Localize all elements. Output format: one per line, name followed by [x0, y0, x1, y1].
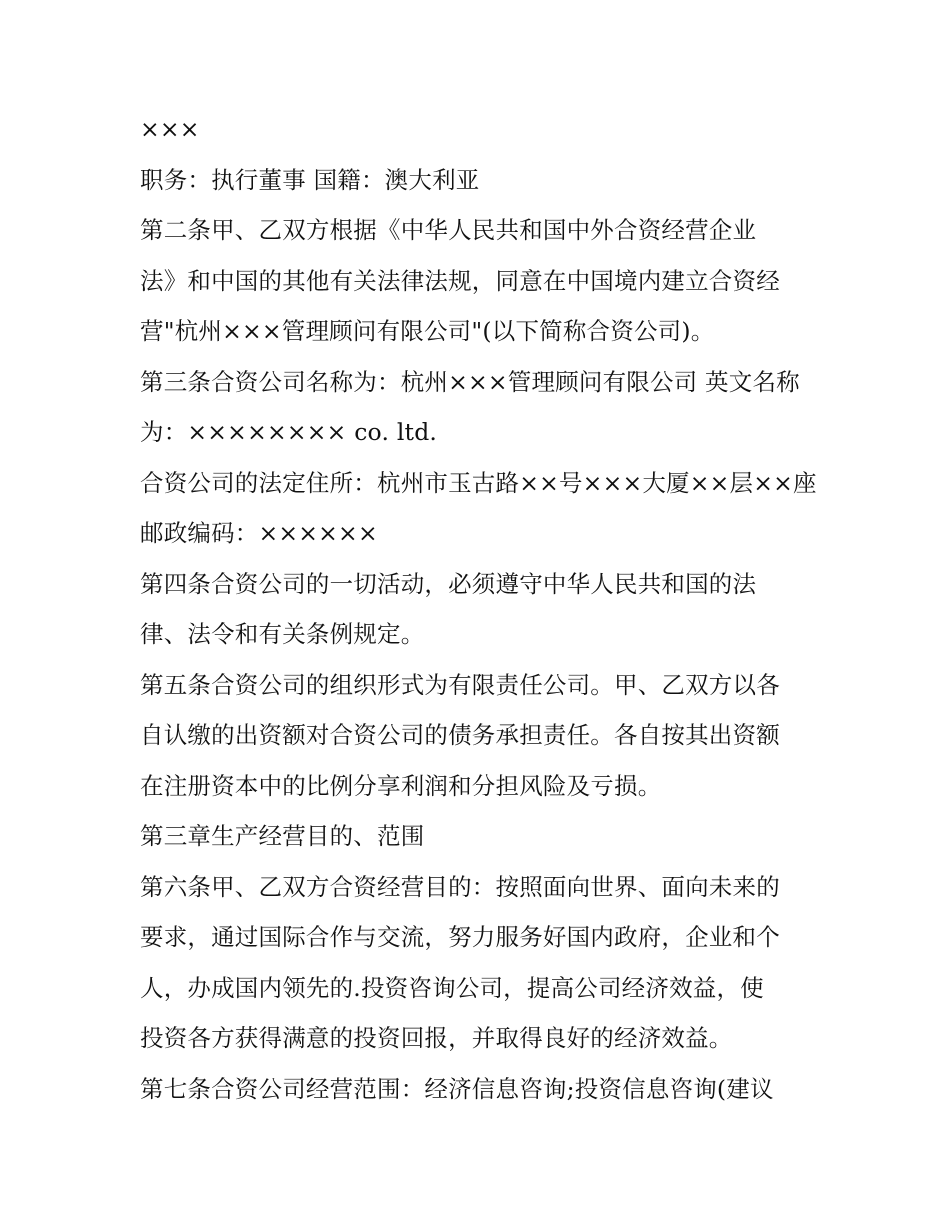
- text-line-7: 为：×××××××× co. ltd.: [140, 418, 438, 446]
- text-line-14: 在注册资本中的比例分享利润和分担风险及亏损。: [140, 771, 662, 800]
- text-line-18: 人，办成国内领先的.投资咨询公司，提高公司经济效益，使: [140, 973, 764, 1002]
- text-line-13: 自认缴的出资额对合资公司的债务承担责任。各自按其出资额: [140, 721, 780, 749]
- text-line-1: ×××: [140, 115, 200, 143]
- text-line-2: 职务：执行董事 国籍：澳大利亚: [140, 165, 480, 194]
- text-line-20: 第七条合资公司经营范围：经济信息咨询;投资信息咨询(建议: [140, 1074, 774, 1103]
- text-line-10: 第四条合资公司的一切活动，必须遵守中华人民共和国的法: [140, 569, 757, 598]
- chapter-heading: 第三章生产经营目的、范围: [140, 822, 425, 850]
- text-line-4: 法》和中国的其他有关法律法规，同意在中国境内建立合资经: [140, 266, 780, 295]
- text-line-19: 投资各方获得满意的投资回报，并取得良好的经济效益。: [140, 1024, 733, 1052]
- text-line-5: 营"杭州×××管理顾问有限公司"(以下简称合资公司)。: [140, 317, 715, 345]
- text-line-17: 要求，通过国际合作与交流，努力服务好国内政府，企业和个: [140, 923, 780, 951]
- text-line-3: 第二条甲、乙双方根据《中华人民共和国中外合资经营企业: [140, 216, 757, 244]
- document-page: [140, 104, 830, 1114]
- text-line-12: 第五条合资公司的组织形式为有限责任公司。甲、乙双方以各: [140, 670, 780, 699]
- text-line-11: 律、法令和有关条例规定。: [140, 620, 425, 648]
- text-line-8: 合资公司的法定住所：杭州市玉古路××号×××大厦××层××座: [140, 468, 817, 497]
- text-line-9: 邮政编码：××××××: [140, 519, 378, 547]
- text-line-6: 第三条合资公司名称为：杭州×××管理顾问有限公司 英文名称: [140, 367, 800, 396]
- text-line-16: 第六条甲、乙双方合资经营目的：按照面向世界、面向未来的: [140, 872, 780, 901]
